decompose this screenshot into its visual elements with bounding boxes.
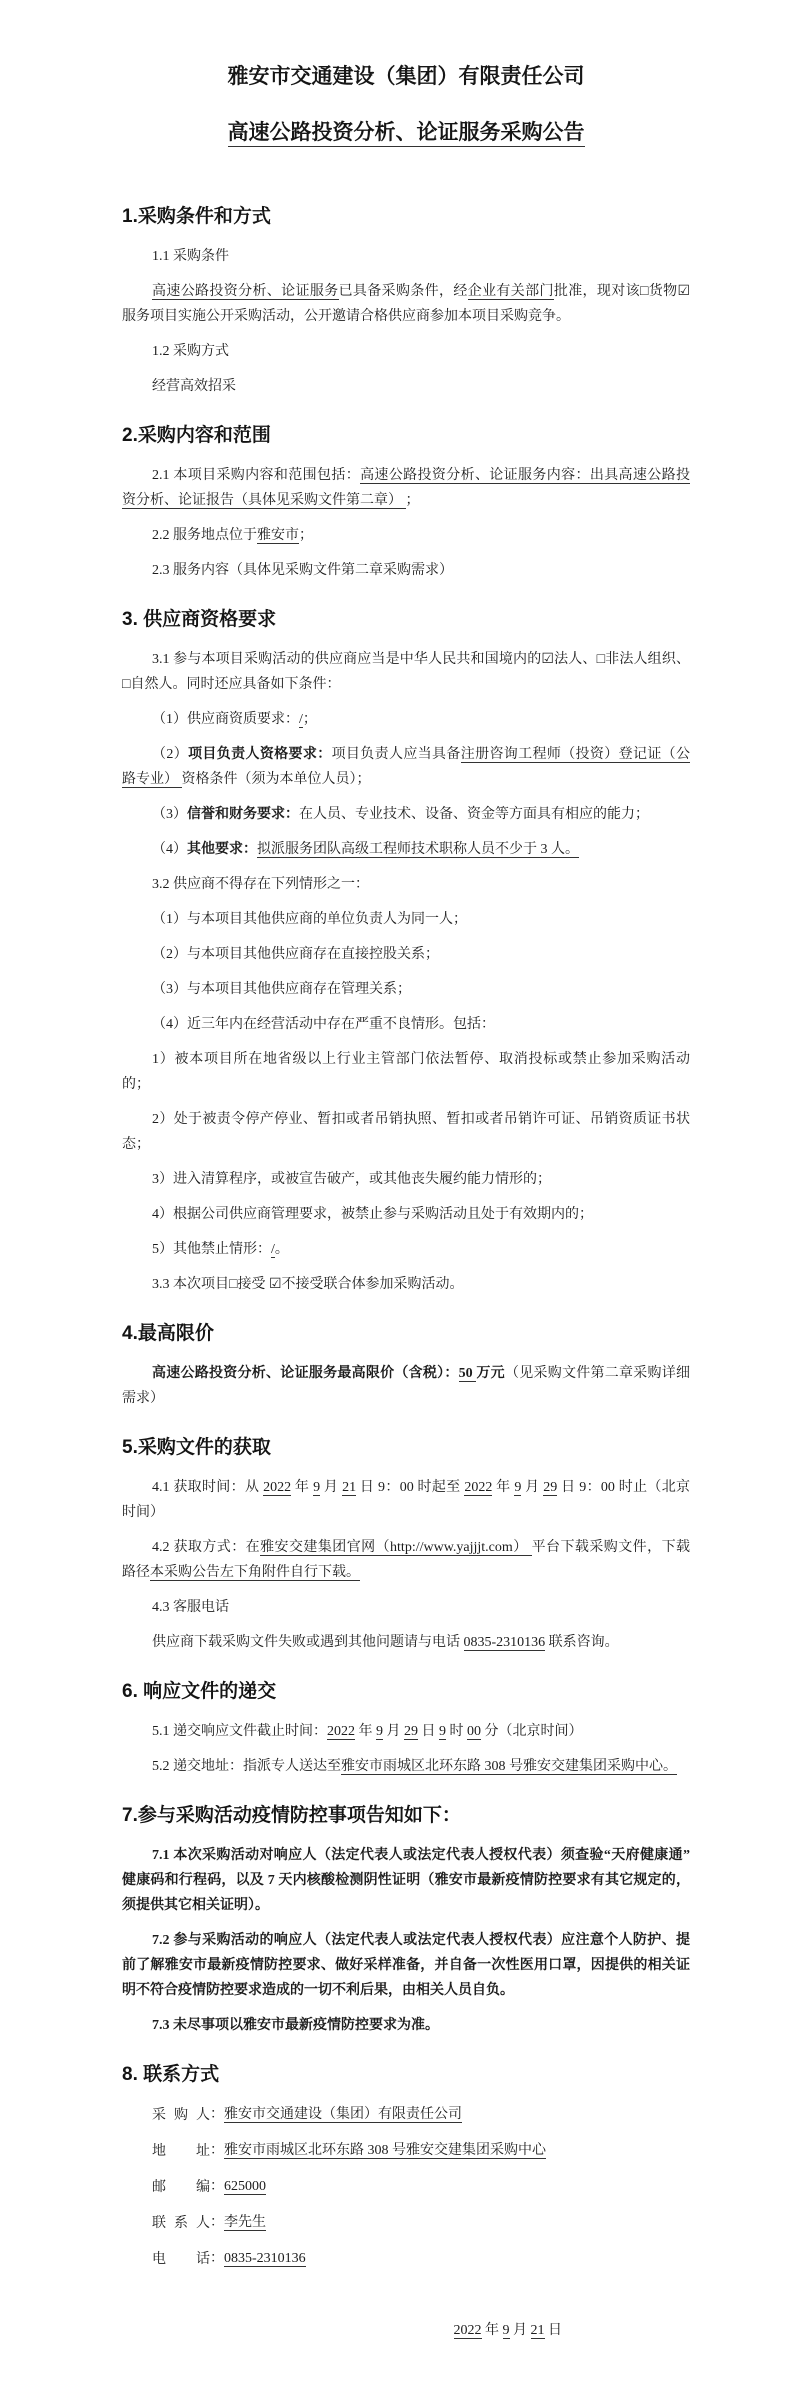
doc-header xyxy=(122,62,690,148)
text-run: 日 9：00 时起至 xyxy=(356,1480,465,1495)
contact-label: 联系人 xyxy=(152,2216,210,2231)
text-run: （4）近三年内在经营活动中存在严重不良情形。包括： xyxy=(152,1017,495,1032)
text-run: 年 xyxy=(291,1480,314,1495)
contact-value: 0835-2310136 xyxy=(224,2251,306,2266)
paragraph xyxy=(122,244,690,269)
text-run: 2022 xyxy=(327,1724,355,1739)
paragraph xyxy=(122,279,690,329)
text-run: / xyxy=(299,712,303,727)
text-run: 29 xyxy=(404,1724,418,1739)
text-run: 4.1 获取时间：从 xyxy=(152,1480,264,1495)
doc-title-line1: 雅安市交通建设（集团）有限责任公司 xyxy=(227,65,585,88)
paragraph xyxy=(122,1107,690,1157)
paragraph xyxy=(122,1202,690,1227)
paragraph xyxy=(122,707,690,732)
text-run: 2）处于被责令停产停业、暂扣或者吊销执照、暂扣或者吊销许可证、吊销资质证书状态； xyxy=(122,1112,690,1152)
paragraph xyxy=(122,463,690,513)
text-run: 月 xyxy=(383,1724,404,1739)
text-run: 2022 xyxy=(464,1480,493,1495)
text-run: ； xyxy=(405,493,420,508)
text-run: 1.1 采购条件 xyxy=(152,249,229,264)
text-run: 注册咨询工程师（投资）登记证（公路专业） xyxy=(122,747,691,787)
paragraph xyxy=(122,742,690,792)
text-run: 9 xyxy=(502,2323,510,2338)
text-run: / xyxy=(271,1242,275,1257)
text-run: 项目负责人应当具备 xyxy=(331,747,461,762)
text-run: 9 xyxy=(439,1724,446,1739)
text-run: 。 xyxy=(274,1242,289,1257)
text-run: 9 xyxy=(514,1480,522,1495)
text-run: 21 xyxy=(530,2323,545,2338)
paragraph xyxy=(122,647,690,697)
text-run: 4.3 客服电话 xyxy=(152,1600,229,1615)
paragraph xyxy=(122,942,690,967)
text-run: 2022 xyxy=(263,1480,292,1495)
paragraph xyxy=(122,2013,690,2038)
paragraph xyxy=(122,977,690,1002)
text-run: 3.2 供应商不得存在下列情形之一： xyxy=(152,877,369,892)
paragraph xyxy=(122,1237,690,1262)
section-heading: 2.采购内容和范围 xyxy=(122,425,271,446)
text-run: 资格条件（须为本单位人员）； xyxy=(181,772,371,787)
text-run: 4）根据公司供应商管理要求，被禁止参与采购活动且处于有效期内的； xyxy=(152,1207,593,1222)
text-run: 2.3 服务内容（具体见采购文件第二章采购需求） xyxy=(152,563,453,578)
contact-row: 联系人：李先生 xyxy=(122,2210,690,2236)
paragraph xyxy=(122,1928,690,2003)
text-run: ； xyxy=(302,712,317,727)
text-run: 7.3 未尽事项以雅安市最新疫情防控要求为准。 xyxy=(152,2018,439,2033)
contact-row: 采购人：雅安市交通建设（集团）有限责任公司 xyxy=(122,2102,690,2128)
text-run: 年 xyxy=(481,2323,503,2338)
text-run: 9 xyxy=(376,1724,383,1739)
contact-label: 地址 xyxy=(152,2144,210,2159)
paragraph xyxy=(122,872,690,897)
text-run: 日 9：00 时止（北京时间） xyxy=(122,1480,691,1520)
contact-row: 邮编：625000 xyxy=(122,2174,690,2200)
text-run: （2）与本项目其他供应商存在直接控股关系； xyxy=(152,947,439,962)
paragraph xyxy=(122,558,690,583)
paragraph xyxy=(122,907,690,932)
paragraph xyxy=(122,1595,690,1620)
text-run: ； xyxy=(299,528,313,543)
paragraph xyxy=(122,802,690,827)
contact-value: 雅安市交通建设（集团）有限责任公司 xyxy=(224,2107,462,2122)
paragraph xyxy=(122,1475,690,1525)
paragraph xyxy=(122,1630,690,1655)
text-run: 日 xyxy=(418,1724,439,1739)
doc-content xyxy=(122,204,690,2343)
paragraph xyxy=(122,1843,690,1918)
text-run: 时 xyxy=(446,1724,467,1739)
section-heading: 8. 联系方式 xyxy=(122,2064,220,2085)
text-run: 项目负责人资格要求： xyxy=(188,747,332,762)
text-run: 7.1 本次采购活动对响应人（法定代表人或法定代表人授权代表）须查验“天府健康通”健康码和行程码，以及 7 天内核酸检测阴性证明（雅安市最新疫情防控要求有其它规定的，须提供其它相关证明）。 xyxy=(122,1848,690,1913)
text-run: 3.3 本次项目□接受 ☑不接受联合体参加采购活动。 xyxy=(152,1277,464,1292)
text-run: 分（北京时间） xyxy=(481,1724,583,1739)
paragraph xyxy=(122,339,690,364)
contact-label: 采购人 xyxy=(152,2108,210,2123)
text-run: 平台下载采购文件，下载路径 xyxy=(122,1540,691,1580)
text-run: 5）其他禁止情形： xyxy=(152,1242,271,1257)
paragraph xyxy=(122,1167,690,1192)
text-run: 9 xyxy=(313,1480,321,1495)
text-run: （2） xyxy=(152,747,189,762)
text-run: 2.2 服务地点位于 xyxy=(152,528,257,543)
text-run: （4） xyxy=(152,842,187,857)
text-run: 批准，现对该□货物☑服务项目实施公开采购活动，公开邀请合格供应商参加本项目采购竞争。 xyxy=(122,284,691,324)
text-run: 日 xyxy=(544,2323,562,2338)
text-run: 其他要求： xyxy=(187,842,257,857)
text-run: 月 xyxy=(320,1480,343,1495)
text-run: 3）进入清算程序，或被宣告破产，或其他丧失履约能力情形的； xyxy=(152,1172,551,1187)
text-run: 雅安市 xyxy=(257,528,299,543)
text-run: 经营高效招采 xyxy=(152,379,236,394)
text-run: 万元 xyxy=(476,1366,505,1381)
text-run: 1.2 采购方式 xyxy=(152,344,229,359)
paragraph xyxy=(122,1272,690,1297)
text-run: 0835-2310136 xyxy=(463,1635,546,1650)
text-run: （见采购文件第二章采购详细需求） xyxy=(122,1366,691,1406)
text-run: 已具备采购条件，经 xyxy=(338,284,468,299)
section-heading: 7.参与采购活动疫情防控事项告知如下： xyxy=(122,1805,461,1826)
text-run: 21 xyxy=(342,1480,357,1495)
contact-row: 电话：0835-2310136 xyxy=(122,2246,690,2272)
text-run: 供应商下载采购文件失败或遇到其他问题请与电话 xyxy=(152,1635,464,1650)
paragraph xyxy=(122,837,690,862)
text-run: 年 xyxy=(492,1480,515,1495)
text-run: 联系咨询。 xyxy=(545,1635,619,1650)
text-run: 月 xyxy=(509,2323,531,2338)
text-run: 在人员、专业技术、设备、资金等方面具有相应的能力； xyxy=(299,807,649,822)
paragraph xyxy=(122,1012,690,1037)
paragraph xyxy=(122,374,690,399)
text-run: 雅安交建集团官网（http://www.yajjjt.com） xyxy=(260,1540,532,1555)
text-run: 29 xyxy=(543,1480,558,1495)
text-run: 高速公路投资分析、论证服务最高限价（含税）： xyxy=(152,1366,459,1381)
doc-title-line2 xyxy=(122,118,690,148)
text-run: 2022 xyxy=(453,2323,482,2338)
contact-row: 地址：雅安市雨城区北环东路 308 号雅安交建集团采购中心 xyxy=(122,2138,690,2164)
text-run: 高速公路投资分析、论证服务 xyxy=(152,284,339,299)
doc-date xyxy=(122,2318,690,2343)
text-run: 雅安市雨城区北环东路 308 号雅安交建集团采购中心。 xyxy=(341,1759,677,1774)
text-run: 5.1 递交响应文件截止时间： xyxy=(152,1724,327,1739)
paragraph xyxy=(122,523,690,548)
text-run: 高速公路投资分析、论证服务内容：出具高速公路投资分析、论证报告（具体见采购文件第二章） xyxy=(122,468,691,508)
section-heading: 6. 响应文件的递交 xyxy=(122,1681,277,1702)
section-heading: 4.最高限价 xyxy=(122,1323,214,1344)
text-run: 1）被本项目所在地省级以上行业主管部门依法暂停、取消投标或禁止参加采购活动的； xyxy=(122,1052,690,1092)
text-run: 5.2 递交地址：指派专人送达至 xyxy=(152,1759,341,1774)
text-run: 企业有关部门 xyxy=(467,284,554,299)
text-run: 7.2 参与采购活动的响应人（法定代表人或法定代表人授权代表）应注意个人防护、提前了解雅安市最新疫情防控要求、做好采样准备，并自备一次性医用口罩，因提供的相关证明不符合疫情防控要求造成的一切不利后果，由相关人员自负。 xyxy=(122,1933,690,1998)
contact-label: 电话 xyxy=(152,2252,210,2267)
section-heading: 1.采购条件和方式 xyxy=(122,206,271,227)
contact-value: 625000 xyxy=(224,2179,266,2194)
section-heading: 5.采购文件的获取 xyxy=(122,1437,271,1458)
text-run: 2.1 本项目采购内容和范围包括： xyxy=(152,468,361,483)
doc-title-underlined-text: 高速公路投资分析、论证服务采购公告 xyxy=(228,121,585,147)
paragraph xyxy=(122,1047,690,1097)
text-run: （1）与本项目其他供应商的单位负责人为同一人； xyxy=(152,912,467,927)
text-run: 信誉和财务要求： xyxy=(187,807,299,822)
paragraph xyxy=(122,1361,690,1411)
contact-value: 雅安市雨城区北环东路 308 号雅安交建集团采购中心 xyxy=(224,2143,546,2158)
text-run: 拟派服务团队高级工程师技术职称人员不少于 3 人。 xyxy=(257,842,579,857)
text-run: 00 xyxy=(467,1724,481,1739)
text-run: （1）供应商资质要求： xyxy=(152,712,299,727)
contact-label: 邮编 xyxy=(152,2180,210,2195)
text-run: 50 xyxy=(458,1366,477,1381)
text-run: 本采购公告左下角附件自行下载。 xyxy=(150,1565,360,1580)
text-run: 月 xyxy=(521,1480,544,1495)
text-run: 年 xyxy=(355,1724,376,1739)
section-heading: 3. 供应商资格要求 xyxy=(122,609,277,630)
paragraph xyxy=(122,1535,690,1585)
text-run: 4.2 获取方式：在 xyxy=(152,1540,261,1555)
text-run: （3）与本项目其他供应商存在管理关系； xyxy=(152,982,411,997)
text-run: 3.1 参与本项目采购活动的供应商应当是中华人民共和国境内的☑法人、□非法人组织、□自然人。同时还应具备如下条件： xyxy=(122,652,690,692)
text-run: （3） xyxy=(152,807,187,822)
contact-value: 李先生 xyxy=(224,2215,266,2230)
paragraph xyxy=(122,1719,690,1744)
paragraph xyxy=(122,1754,690,1779)
